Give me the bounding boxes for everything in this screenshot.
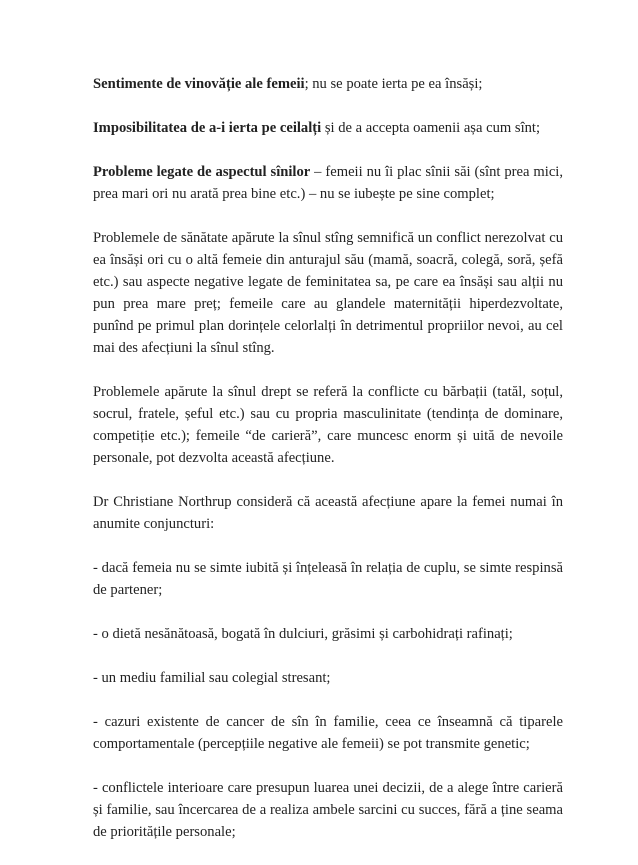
list-item-diet (93, 623, 563, 645)
paragraph-text: - conflictele interioare care presupun luarea unei decizii, de a alege între carieră și familie, sau încercarea de a realiza ambele sarcini cu succes, fără a ține seama de prioritățile personale; (93, 780, 563, 840)
paragraph-text: – femeii nu îi plac sînii săi (sînt prea mici, prea mari ori nu arată prea bine etc.) – nu se iubește pe sine complet; (93, 164, 564, 202)
paragraph-left-breast (93, 227, 563, 359)
paragraph-breast-appearance (93, 161, 563, 205)
document-page (93, 73, 563, 865)
paragraph-heading: Imposibilitatea de a-i ierta pe ceilalți (93, 120, 322, 136)
list-item-environment (93, 667, 563, 689)
paragraph-right-breast (93, 381, 563, 469)
paragraph-forgiveness (93, 117, 563, 139)
paragraph-text: - dacă femeia nu se simte iubită și înțeleasă în relația de cuplu, se simte respinsă de partener; (93, 560, 563, 598)
list-item-inner-conflicts (93, 777, 563, 843)
paragraph-text: Dr Christiane Northrup consideră că această afecțiune apare la femei numai în anumite conjuncturi: (93, 494, 563, 532)
list-item-family-history (93, 711, 563, 755)
list-item-relationship (93, 557, 563, 601)
paragraph-text: ; nu se poate ierta pe ea însăși; (304, 76, 483, 92)
paragraph-text: și de a accepta oamenii așa cum sînt; (321, 120, 541, 136)
paragraph-text: Problemele de sănătate apărute la sînul stîng semnifică un conflict nerezolvat cu ea însăși ori cu o altă femeie din anturajul său (mamă, soacră, colegă, soră, șefă etc.) sau aspecte negative legate de feminitatea sa, pe care ea însăși sau alții nu pun prea mare preț; femeile care au glandele maternității hiperdezvoltate, punînd pe primul plan dorințele celorlalți în detrimentul propriilor nevoi, au cel mai des afecțiuni la sînul stîng. (93, 230, 563, 356)
paragraph-heading: Sentimente de vinovăție ale femeii (93, 76, 305, 92)
paragraph-text: Problemele apărute la sînul drept se referă la conflicte cu bărbații (tatăl, soțul, socrul, fratele, șeful etc.) sau cu propria masculinitate (tendința de dominare, competiție etc.); femeile “de carieră”, care muncesc enorm și uită de nevoile personale, pot dezvolta această afecțiune. (93, 384, 563, 466)
paragraph-heading: Probleme legate de aspectul sînilor (93, 164, 311, 180)
paragraph-text: - cazuri existente de cancer de sîn în familie, ceea ce înseamnă că tiparele comportamentale (percepțiile negative ale femeii) se pot transmite genetic; (93, 714, 563, 752)
paragraph-text: - o dietă nesănătoasă, bogată în dulciuri, grăsimi și carbohidrați rafinați; (93, 626, 513, 642)
paragraph-text: - un mediu familial sau colegial stresant; (93, 670, 331, 686)
paragraph-northrup (93, 491, 563, 535)
paragraph-guilt (93, 73, 563, 95)
